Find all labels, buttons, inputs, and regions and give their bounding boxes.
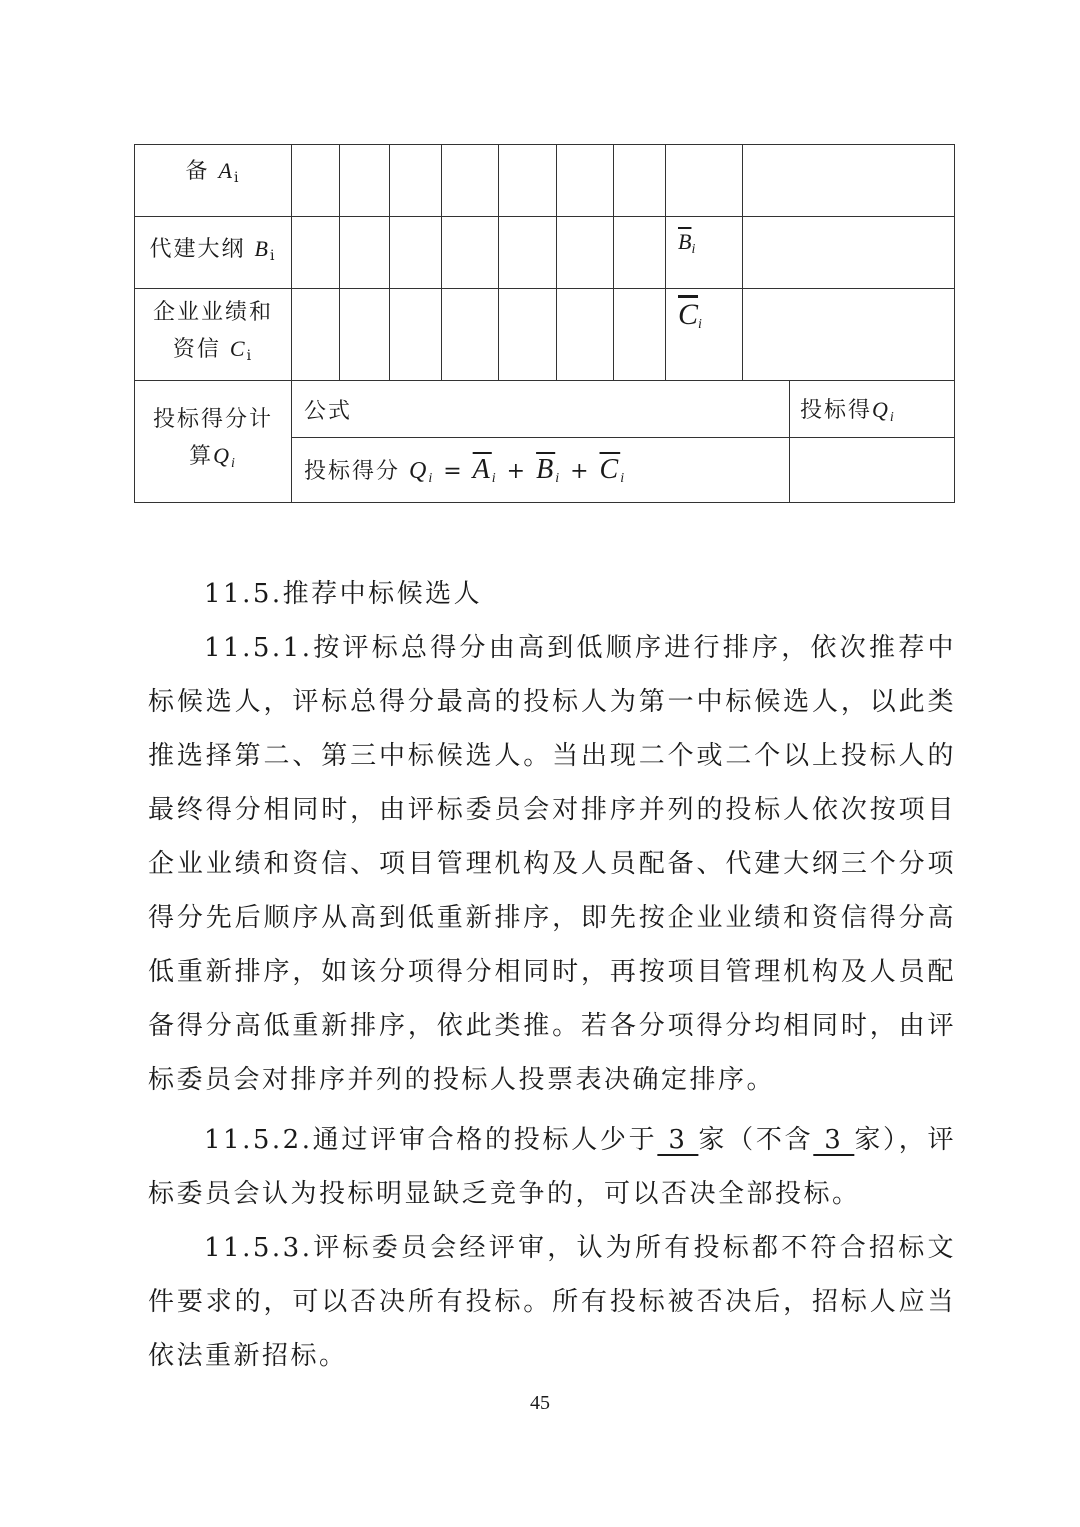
row-b-average: $\overline{B}_i$ xyxy=(666,217,743,289)
score-value-cell xyxy=(790,438,955,503)
section-heading: 11.5.推荐中标候选人 xyxy=(204,579,483,609)
row-b-label: 代建大纲 $B_i$ xyxy=(135,217,292,289)
paragraph-11-5-3: 11.5.3.评标委员会经评审，认为所有投标都不符合招标文件要求的，可以否决所有投标。所有投标被否决后，招标人应当依法重新招标。 xyxy=(148,1233,956,1371)
formula-cell: 投标得分 $Q_i = \overline{A}_i + \overline{B}_i + \overline{C}_i$ xyxy=(292,438,790,503)
row-c-label: 企业业绩和 资信 $C_i$ xyxy=(135,289,292,381)
page-number: 45 xyxy=(530,1392,550,1414)
scoring-table xyxy=(134,144,955,503)
formula-header: 公式 xyxy=(292,381,790,438)
row-c-average: $\overline{C}_i$ xyxy=(666,289,743,381)
score-header: 投标得$Q_i$ xyxy=(790,381,955,438)
paragraph-11-5-2: 11.5.2.通过评审合格的投标人少于 3 家（不含 3 家），评标委员会认为投标明显缺乏竞争的，可以否决全部投标。 xyxy=(148,1125,956,1209)
calc-label: 投标得分计 算$Q_i$ xyxy=(135,381,292,503)
row-a-label: 备 $A_i$ xyxy=(135,145,292,217)
paragraph-11-5-1: 11.5.1.按评标总得分由高到低顺序进行排序，依次推荐中标候选人，评标总得分最高的投标人为第一中标候选人，以此类推选择第二、第三中标候选人。当出现二个或二个以上投标人的最终得分相同时，由评标委员会对排序并列的投标人依次按项目企业业绩和资信、项目管理机构及人员配备、代建大纲三个分项得分先后顺序从高到低重新排序，即先按企业业绩和资信得分高低重新排序，如该分项得分相同时，再按项目管理机构及人员配备得分高低重新排序，依此类推。若各分项得分均相同时，由评标委员会对排序并列的投标人投票表决确定排序。 xyxy=(148,633,956,1095)
